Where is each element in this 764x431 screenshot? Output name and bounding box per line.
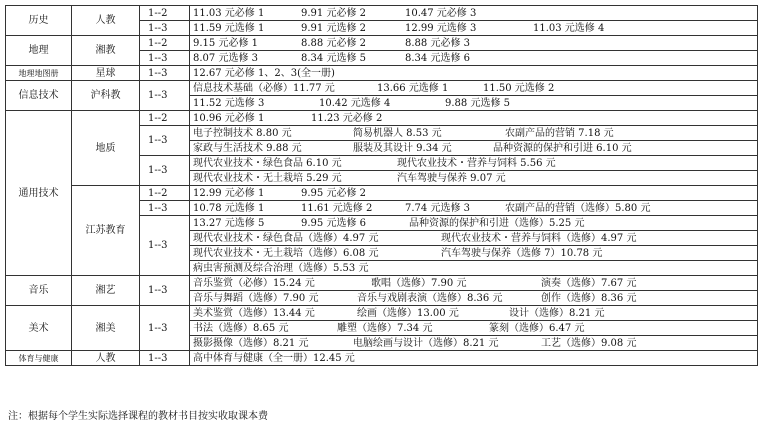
- subject-cell: 历史: [6, 6, 72, 36]
- publisher-cell: 湘艺: [72, 276, 140, 306]
- price-item: 9.91 元选修 2: [301, 22, 366, 34]
- subject-cell: 信息技术: [6, 81, 72, 111]
- subject-cell: 地理地图册: [6, 66, 72, 81]
- grade-cell: 1--3: [140, 21, 190, 36]
- price-cell: [190, 246, 758, 261]
- price-item: 8.88 元必修 2: [301, 37, 366, 49]
- price-item: 创作（选修）8.36 元: [541, 292, 637, 304]
- publisher-cell: 江苏教育: [72, 186, 140, 276]
- table-row: [6, 276, 758, 291]
- price-item: 音乐与戏剧表演（选修）8.36 元: [357, 292, 503, 304]
- price-item: 电子控制技术 8.80 元: [193, 127, 292, 139]
- price-item: 11.23 元必修 2: [311, 112, 383, 124]
- price-item: 汽车驾驶与保养 9.07 元: [397, 172, 506, 184]
- price-cell: [190, 276, 758, 291]
- price-item: 11.59 元选修 1: [193, 22, 265, 34]
- price-item: 农副产品的营销（选修）5.80 元: [505, 202, 651, 214]
- grade-cell: 1--3: [140, 156, 190, 186]
- price-cell: [190, 156, 758, 171]
- publisher-cell: 沪科教: [72, 81, 140, 111]
- subject-cell: 美术: [6, 306, 72, 351]
- price-cell: [190, 351, 758, 366]
- price-item: 13.66 元选修 1: [377, 82, 449, 94]
- price-item: 农副产品的营销 7.18 元: [505, 127, 614, 139]
- grade-cell: 1--3: [140, 351, 190, 366]
- price-item: 音乐与舞蹈（选修）7.90 元: [193, 292, 319, 304]
- price-item: 家政与生活技术 9.88 元: [193, 142, 302, 154]
- price-item: 8.88 元必修 3: [405, 37, 470, 49]
- price-item: 演奏（选修）7.67 元: [541, 277, 637, 289]
- price-item: 9.95 元选修 6: [301, 217, 366, 229]
- price-item: 10.96 元必修 1: [193, 112, 265, 124]
- price-item: 10.47 元必修 3: [405, 7, 477, 19]
- publisher-cell: 人教: [72, 6, 140, 36]
- price-cell: [190, 291, 758, 306]
- price-cell: [190, 111, 758, 126]
- table-row: [6, 6, 758, 21]
- price-item: 品种资源的保护和引进（选修）5.25 元: [409, 217, 585, 229]
- price-item: 10.42 元选修 4: [319, 97, 391, 109]
- price-item: 11.03 元选修 4: [533, 22, 605, 34]
- price-item: 现代农业技术・无土栽培 5.29 元: [193, 172, 342, 184]
- grade-cell: 1--3: [140, 216, 190, 276]
- price-cell: [190, 66, 758, 81]
- price-item: 雕塑（选修）7.34 元: [337, 322, 433, 334]
- price-cell: [190, 261, 758, 276]
- grade-cell: 1--3: [140, 306, 190, 351]
- price-item: 摄影摄像（选修）8.21 元: [193, 337, 309, 349]
- price-item: 信息技术基础（必修）11.77 元: [193, 82, 335, 94]
- publisher-cell: 地质: [72, 111, 140, 186]
- price-item: 12.99 元必修 1: [193, 187, 265, 199]
- price-item: 现代农业技术・绿色食品 6.10 元: [193, 157, 342, 169]
- publisher-cell: 湘美: [72, 306, 140, 351]
- price-cell: [190, 81, 758, 96]
- grade-cell: 1--2: [140, 6, 190, 21]
- subject-cell: 通用技术: [6, 111, 72, 276]
- price-cell: [190, 216, 758, 231]
- grade-cell: 1--2: [140, 111, 190, 126]
- price-item: 现代农业技术・营养与饲料 5.56 元: [397, 157, 556, 169]
- subject-cell: 地理: [6, 36, 72, 66]
- price-item: 歌唱（选修）7.90 元: [371, 277, 467, 289]
- table-row: [6, 111, 758, 126]
- price-cell: [190, 186, 758, 201]
- price-item: 9.88 元选修 5: [445, 97, 510, 109]
- grade-cell: 1--3: [140, 201, 190, 216]
- grade-cell: 1--3: [140, 126, 190, 156]
- publisher-cell: 湘教: [72, 36, 140, 66]
- price-item: 9.91 元必修 2: [301, 7, 366, 19]
- price-item: 病虫害预测及综合治理（选修）5.53 元: [193, 262, 369, 274]
- price-cell: [190, 231, 758, 246]
- price-cell: [190, 141, 758, 156]
- price-item: 8.07 元选修 3: [193, 52, 258, 64]
- price-item: 工艺（选修）9.08 元: [541, 337, 637, 349]
- table-row: [6, 66, 758, 81]
- table-row: [6, 306, 758, 321]
- price-item: 9.15 元必修 1: [193, 37, 258, 49]
- price-item: 书法（选修）8.65 元: [193, 322, 289, 334]
- grade-cell: 1--3: [140, 81, 190, 111]
- price-item: 12.99 元选修 3: [405, 22, 477, 34]
- price-item: 篆刻（选修）6.47 元: [489, 322, 585, 334]
- price-item: 汽车驾驶与保养（选修 7）10.78 元: [441, 247, 603, 259]
- price-item: 8.34 元选修 5: [301, 52, 366, 64]
- publisher-cell: 星球: [72, 66, 140, 81]
- price-item: 8.34 元选修 6: [405, 52, 470, 64]
- table-row: [6, 351, 758, 366]
- price-item: 高中体育与健康（全一册）12.45 元: [193, 352, 355, 364]
- price-cell: [190, 21, 758, 36]
- price-cell: [190, 96, 758, 111]
- table-row: [6, 81, 758, 96]
- price-item: 设计（选修）8.21 元: [509, 307, 605, 319]
- grade-cell: 1--3: [140, 51, 190, 66]
- price-item: 11.61 元选修 2: [301, 202, 373, 214]
- price-cell: [190, 6, 758, 21]
- textbook-fee-table: [5, 5, 758, 366]
- price-item: 现代农业技术・绿色食品（选修）4.97 元: [193, 232, 379, 244]
- price-cell: [190, 36, 758, 51]
- price-item: 10.78 元选修 1: [193, 202, 265, 214]
- price-item: 现代农业技术・无土栽培（选修）6.08 元: [193, 247, 379, 259]
- price-item: 简易机器人 8.53 元: [353, 127, 442, 139]
- price-item: 7.74 元选修 3: [405, 202, 470, 214]
- table-row: [6, 186, 758, 201]
- price-cell: [190, 126, 758, 141]
- price-cell: [190, 306, 758, 321]
- grade-cell: 1--2: [140, 186, 190, 201]
- price-item: 12.67 元必修 1、2、3(全一册): [193, 67, 335, 79]
- price-item: 品种资源的保护和引进 6.10 元: [493, 142, 632, 154]
- price-item: 美术鉴赏（选修）13.44 元: [193, 307, 315, 319]
- price-cell: [190, 201, 758, 216]
- price-item: 绘画（选修）13.00 元: [357, 307, 459, 319]
- price-item: 现代农业技术・营养与饲料（选修）4.97 元: [441, 232, 637, 244]
- price-item: 9.95 元必修 2: [301, 187, 366, 199]
- price-item: 11.52 元选修 3: [193, 97, 265, 109]
- subject-cell: 体育与健康: [6, 351, 72, 366]
- subject-cell: 音乐: [6, 276, 72, 306]
- price-item: 11.03 元必修 1: [193, 7, 265, 19]
- price-item: 电脑绘画与设计（选修）8.21 元: [353, 337, 499, 349]
- price-item: 11.50 元选修 2: [483, 82, 555, 94]
- table-row: [6, 36, 758, 51]
- price-cell: [190, 51, 758, 66]
- price-cell: [190, 336, 758, 351]
- grade-cell: 1--3: [140, 276, 190, 306]
- footnote: 注：根据每个学生实际选择课程的教材书目按实收取课本费: [8, 411, 268, 422]
- price-item: 音乐鉴赏（必修）15.24 元: [193, 277, 315, 289]
- price-cell: [190, 171, 758, 186]
- price-item: 服装及其设计 9.34 元: [353, 142, 452, 154]
- grade-cell: 1--2: [140, 36, 190, 51]
- price-item: 13.27 元选修 5: [193, 217, 265, 229]
- price-cell: [190, 321, 758, 336]
- publisher-cell: 人教: [72, 351, 140, 366]
- grade-cell: 1--3: [140, 66, 190, 81]
